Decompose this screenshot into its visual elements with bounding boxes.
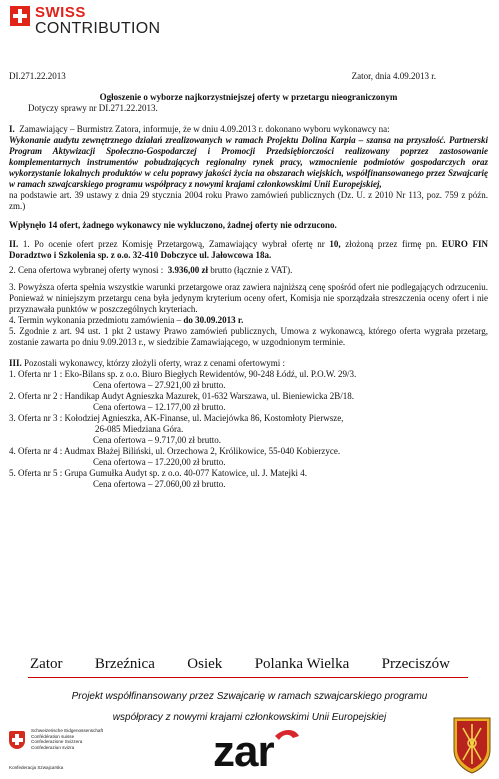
case-reference: DI.271.22.2013 xyxy=(9,71,66,81)
project-line-1: Projekt współfinansowany przez Szwajcarię w ramach szwajcarskiego programu xyxy=(71,691,428,702)
offer-3-line: 3. Oferta nr 3 : Kołodziej Agnieszka, AK-Finanse, ul. Maciejówka 86, Kostomłoty Pierwsze, xyxy=(9,413,344,423)
swiss-contribution-logo xyxy=(10,6,230,40)
section-2-point-5: 5. Zgodnie z art. 94 ust. 1 pkt 2 ustawy Prawo zamówień publicznych, Umowa z wykonawcą, którego oferta wygrała przetarg, zostanie zawarta po dniu 9.09.2013 r., w siedzibie Zamawiającego, w uzgodnionym terminie. xyxy=(9,326,488,347)
selected-firm: EURO FIN Doradztwo i Szkolenia sp. z o.o. 32-410 Dobczyce ul. Jałowcowa 18a. xyxy=(9,239,489,260)
town-name: Przeciszów xyxy=(381,656,450,672)
announcement-heading: Ogłoszenie o wyborze najkorzystniejszej oferty w przetargu nieograniczonym xyxy=(99,92,398,102)
offer-4-price: Cena ofertowa – 17.220,00 zł brutto. xyxy=(93,457,226,467)
confed-line: Confederazione Svizzera xyxy=(31,739,83,744)
confed-line: Confederaziun svizra xyxy=(31,744,75,750)
selected-price: 3.936,00 zł xyxy=(167,265,208,275)
offer-4-line: 4. Oferta nr 4 : Audmax Błażej Biliński, ul. Orzechowa 2, Królikowice, 55-040 Kobierzyce. xyxy=(9,446,341,456)
swiss-shield-icon xyxy=(9,731,25,749)
section-1-number: I. xyxy=(9,124,15,134)
town-name: Osiek xyxy=(187,656,223,672)
section-3-number: III. xyxy=(9,358,22,368)
zar-logo xyxy=(213,726,299,770)
project-line-2: współpracy z nowymi krajami członkowskimi Unii Europejskiej xyxy=(112,712,387,723)
place-date: Zator, dnia 4.09.2013 r. xyxy=(351,71,436,81)
konfederacja-label: Konfederacja Szwajcarska xyxy=(9,765,64,770)
section-1-intro-text: Zamawiający – Burmistrz Zatora, informuje, że w dniu 4.09.2013 r. dokonano wyboru wykonawcy na: xyxy=(19,124,390,134)
offer-1-line: 1. Oferta nr 1 : Eko-Bilans sp. z o.o. Biuro Biegłych Rewidentów, 90-248 Łódź, ul. P.O.W. 29/3. xyxy=(9,369,357,379)
section-3-intro-text: Pozostali wykonawcy, którzy złożyli oferty, wraz z cenami ofertowymi : xyxy=(24,358,286,368)
offers-summary: Wpłynęło 14 ofert, żadnego wykonawcy nie wykluczono, żadnej oferty nie odrzucono. xyxy=(9,220,337,230)
partner-towns xyxy=(30,656,450,673)
section-3-intro xyxy=(9,358,488,369)
section-2-number: II. xyxy=(9,239,19,249)
zar-logo-text: zar xyxy=(213,727,274,770)
s2-p2-text-a: 2. Cena ofertowa wybranej oferty wynosi : xyxy=(9,265,164,275)
logo-contribution-text: CONTRIBUTION xyxy=(35,20,161,37)
section-1-intro xyxy=(9,124,488,135)
offer-3-price: Cena ofertowa – 9.717,00 zł brutto. xyxy=(93,435,221,445)
s2-p1-text-a: 1. Po ocenie ofert przez Komisję Przetargową, Zamawiający wybrał ofertę nr xyxy=(22,239,325,249)
s2-p4-text: 4. Termin wykonania przedmiotu zamówienia – xyxy=(9,315,182,325)
town-name: Brzeźnica xyxy=(94,656,155,672)
swiss-cross-icon xyxy=(10,6,30,26)
s2-p2-text-b: brutto (łącznie z VAT). xyxy=(210,265,293,275)
offer-5-price: Cena ofertowa – 27.060,00 zł brutto. xyxy=(93,479,226,489)
zar-logo-swoosh xyxy=(275,730,299,740)
section-2-point-4 xyxy=(9,315,488,326)
confed-line: Confédération suisse xyxy=(31,733,75,739)
announcement-document xyxy=(9,71,488,490)
offer-3-line-2: 26-085 Miedziana Góra. xyxy=(95,424,184,434)
offer-5-line: 5. Oferta nr 5 : Grupa Gumułka Audyt sp. z o.o. 40-077 Katowice, ul. J. Matejki 4. xyxy=(9,468,307,478)
doc-header-row xyxy=(9,71,488,82)
s2-p1-text-b: złożoną przez firmę pn. xyxy=(345,239,438,249)
project-note xyxy=(10,686,489,728)
confed-line: Schweizerische Eidgenossenschaft xyxy=(31,728,104,733)
coat-of-arms-icon xyxy=(452,716,492,774)
offer-2-line: 2. Oferta nr 2 : Handikap Audyt Agnieszka Mazurek, 01-632 Warszawa, ul. Bieniewicka 2B/18. xyxy=(9,391,355,401)
swiss-confederation-logo xyxy=(9,728,109,772)
completion-date: do 30.09.2013 r. xyxy=(183,315,244,325)
section-2-point-2 xyxy=(9,265,488,276)
confederation-names xyxy=(31,728,103,750)
subject-line: Dotyczy sprawy nr DI.271.22.2013. xyxy=(28,103,158,113)
section-1-task: Wykonanie audytu zewnętrznego działań zrealizowanych w ramach Projektu Dolina Karpia – szansa na przyszłość. Partnerski Program Aktywizacji Społeczno-Gospodarczej i Promocji Przedsiębiorczości realizowany poprzez zastosowanie komplementarnych instrumentów pobudzających regionalny rynek pracy, wzmocnienie podmiotów gospodarczych oraz wykorzystanie lokalnych produktów w celu poprawy jakości życia na obszarach wiejskich, współfinansowanego przez Szwajcarię w ramach szwajcarskiego programu współpracy z nowymi krajami członkowskimi Unii Europejskiej, xyxy=(9,135,488,189)
section-2-point-3: 3. Powyższa oferta spełnia wszystkie warunki przetargowe oraz zawiera najniższą cenę spośród ofert nie podlegających odrzuceniu. Ponieważ w niniejszym przetargu cena była jedynym kryterium oceny ofert, Komisja nie sporządzała streszczenia oceny ofert i nie przyznawała punktów w poszczególnych kryteriach. xyxy=(9,282,488,314)
section-2-point-1 xyxy=(9,239,488,261)
footer-divider xyxy=(28,677,468,678)
offer-2-price: Cena ofertowa – 12.177,00 zł brutto. xyxy=(93,402,226,412)
town-name: Polanka Wielka xyxy=(254,656,350,672)
s2-p1-offer-nr: 10, xyxy=(329,239,341,249)
offer-1-price: Cena ofertowa – 27.921,00 zł brutto. xyxy=(93,380,226,390)
town-name: Zator xyxy=(30,656,63,672)
logo-swiss-text: SWISS xyxy=(35,4,86,21)
section-1-legal-basis: na podstawie art. 39 ustawy z dnia 29 stycznia 2004 roku Prawo zamówień publicznych (Dz. U. z 2010 Nr 113, poz. 759 z późn. zm.) xyxy=(9,190,488,211)
